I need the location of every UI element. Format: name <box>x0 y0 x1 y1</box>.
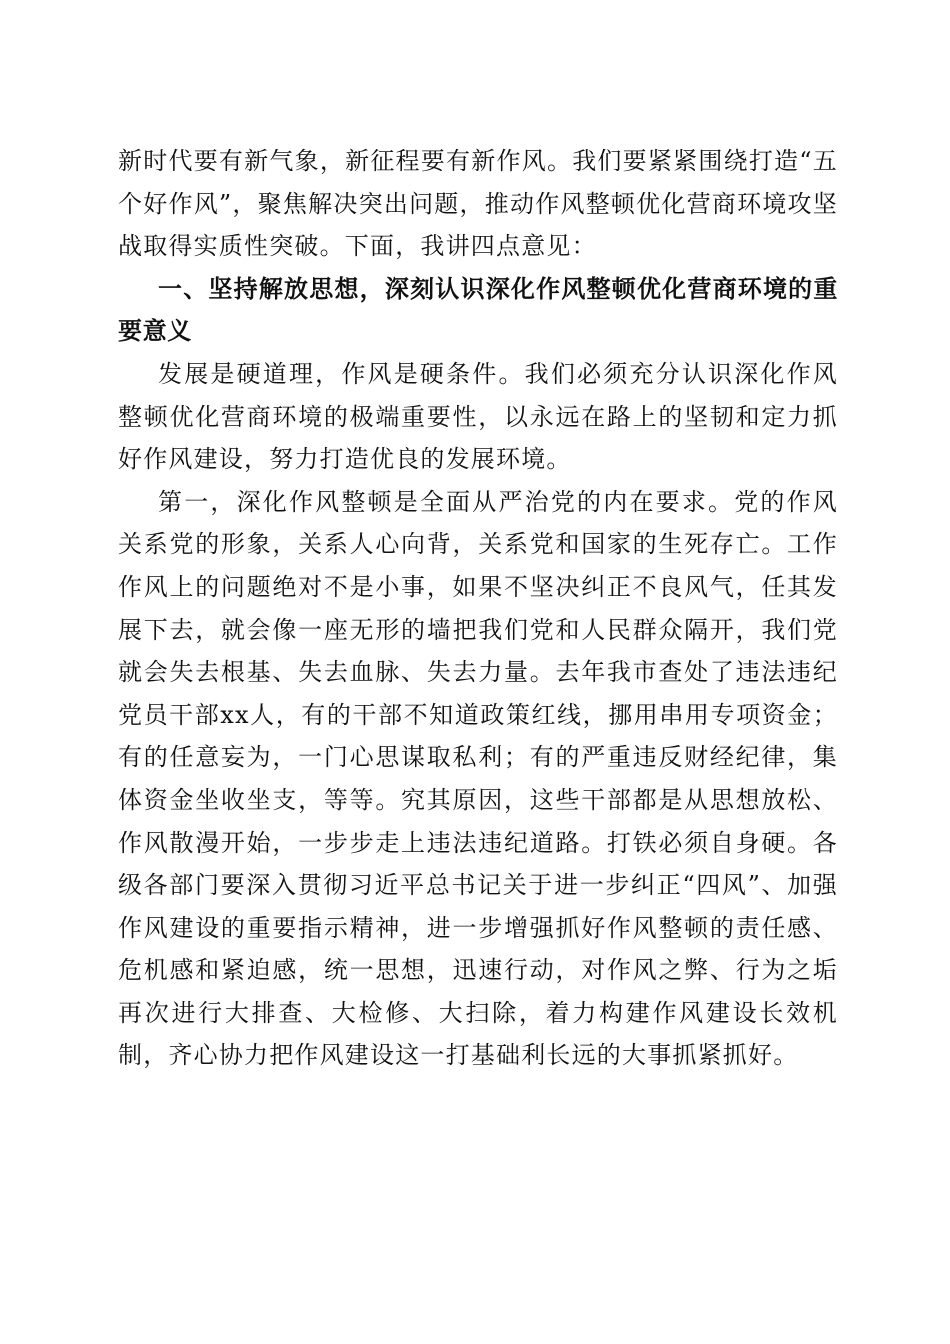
document-body <box>118 140 838 1077</box>
point-one-lead: 第一，深化作风整顿是全面从严治党的内在要求。 <box>158 487 735 516</box>
point-one-paragraph <box>118 481 838 1077</box>
point-one-body: 党的作风关系党的形象，关系人心向背，关系党和国家的生死存亡。工作作风上的问题绝对不是小事，如果不坚决纠正不良风气，任其发展下去，就会像一座无形的墙把我们党和人民群众隔开，我们党就会失去根基、失去血脉、失去力量。去年我市查处了违法违纪党员干部xx人，有的干部不知道政策红线，挪用串用专项资金；有的任意妄为，一门心思谋取私利；有的严重违反财经纪律，集体资金坐收坐支，等等。究其原因，这些干部都是从思想放松、作风散漫开始，一步步走上违法违纪道路。打铁必须自身硬。各级各部门要深入贯彻习近平总书记关于进一步纠正“四风”、加强作风建设的重要指示精神，进一步增强抓好作风整顿的责任感、危机感和紧迫感，统一思想，迅速行动，对作风之弊、行为之垢再次进行大排查、大检修、大扫除，着力构建作风建设长效机制，齐心协力把作风建设这一打基础利长远的大事抓紧抓好。 <box>118 487 838 1070</box>
intro-paragraph: 新时代要有新气象，新征程要有新作风。我们要紧紧围绕打造“五个好作风”，聚焦解决突出问题，推动作风整顿优化营商环境攻坚战取得实质性突破。下面，我讲四点意见： <box>118 147 838 261</box>
section-heading: 一、坚持解放思想，深刻认识深化作风整顿优化营商环境的重要意义 <box>118 274 838 346</box>
section-intro-paragraph: 发展是硬道理，作风是硬条件。我们必须充分认识深化作风整顿优化营商环境的极端重要性，以永远在路上的坚韧和定力抓好作风建设，努力打造优良的发展环境。 <box>118 359 838 474</box>
